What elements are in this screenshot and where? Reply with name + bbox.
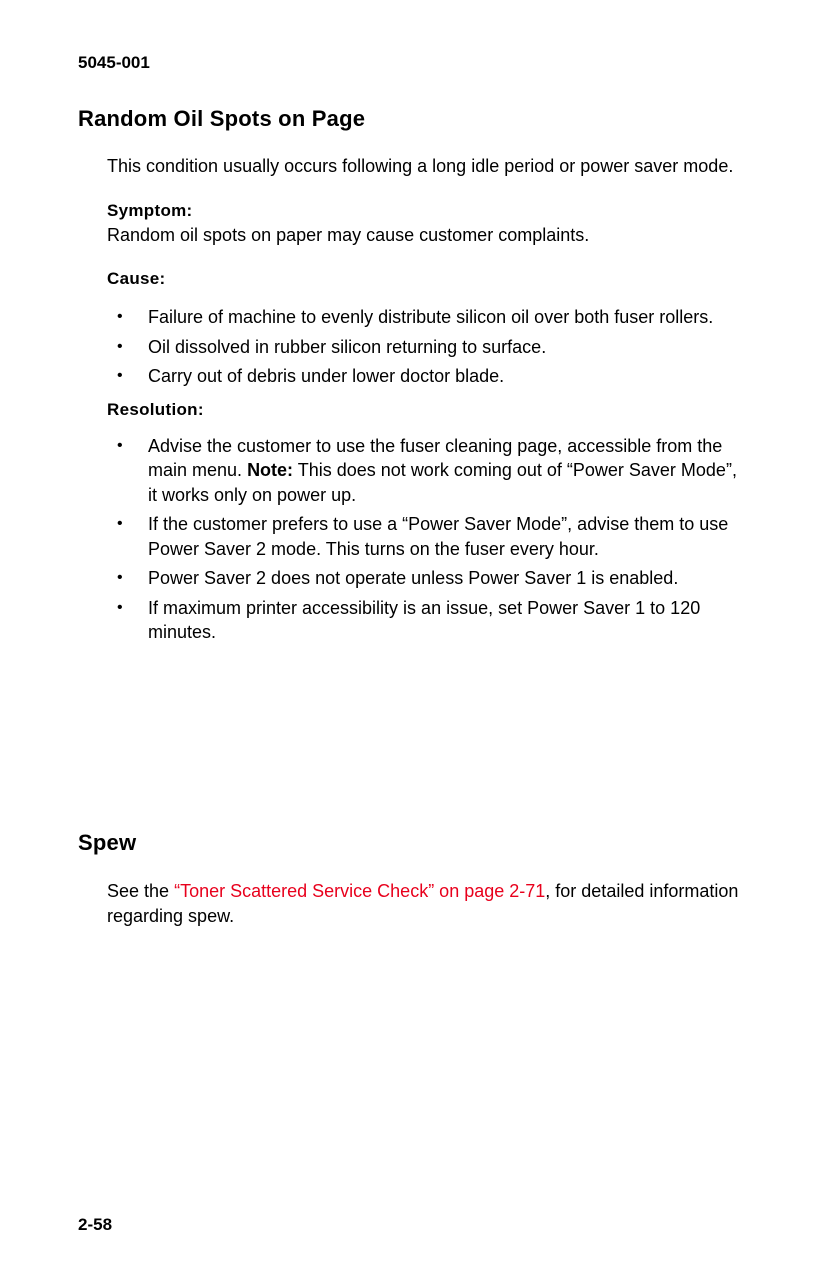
resolution-item-text: Advise the customer to use the fuser cleaning page, accessible from the main menu. [148,435,723,480]
toner-scattered-service-check-link[interactable]: “Toner Scattered Service Check” on page 2-71 [174,881,546,901]
cause-item-text: Carry out of debris under lower doctor blade. [148,366,505,386]
bullet-icon: • [117,515,123,532]
resolution-item-text: Power Saver 2 does not operate unless Power Saver 1 is enabled. [148,568,679,588]
cause-item-text: Oil dissolved in rubber silicon returning to surface. [148,336,547,357]
bullet-icon: • [117,569,123,586]
cause-item-text: Failure of machine to evenly distribute silicon oil over both fuser rollers. [148,307,714,327]
cause-label: Cause: [107,269,166,288]
spew-paragraph [107,879,747,928]
cause-list [107,305,747,389]
list-item [107,512,747,561]
note-text: This does not work coming out of “Power Saver Mode”, it works only on power up. [148,460,737,505]
list-item [107,434,747,508]
resolution-item-text: If maximum printer accessibility is an issue, set Power Saver 1 to 120 minutes. [148,597,701,642]
list-item [107,364,747,389]
bullet-icon: • [117,367,123,384]
spew-text-after: , for detailed information regarding spew. [107,881,739,926]
page-number: 2-58 [78,1215,113,1234]
intro-paragraph: This condition usually occurs following a long idle period or power saver mode. [107,156,734,176]
bullet-icon: • [117,308,123,325]
document-id: 5045-001 [78,53,150,72]
bullet-icon: • [117,337,123,355]
bullet-icon: • [117,598,123,616]
spew-section [107,879,747,928]
bullet-icon: • [117,436,123,454]
section-heading-spew: Spew [78,830,137,855]
resolution-list [107,434,747,645]
section-heading-oil-spots: Random Oil Spots on Page [78,106,366,131]
list-item [107,335,747,360]
resolution-item-text: If the customer prefers to use a “Power Saver Mode”, advise them to use Power Saver 2 mode. This turns on the fuser every hour. [148,514,729,559]
resolution-label: Resolution: [107,399,204,419]
note-label: Note: [247,460,294,480]
symptom-label: Symptom: [107,200,193,220]
list-item [107,305,747,330]
list-item [107,566,747,591]
symptom-text: Random oil spots on paper may cause customer complaints. [107,224,590,245]
oil-spots-section [107,154,747,645]
list-item [107,596,747,645]
spew-text-before: See the [107,881,170,901]
